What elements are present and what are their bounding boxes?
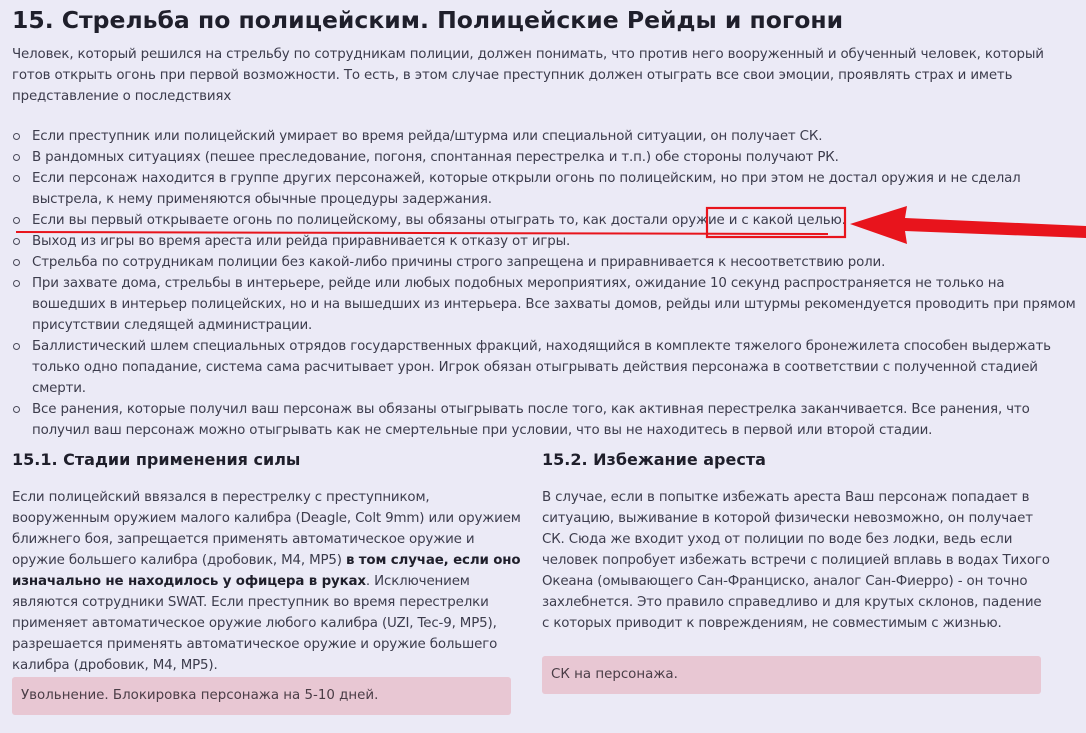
list-item: Если преступник или полицейский умирает во время рейда/штурма или специальной ситуации, он получает СК. bbox=[12, 126, 1076, 147]
section-text: В случае, если в попытке избежать ареста Ваш персонаж попадает в ситуацию, выживание в которой физически невозможно, он получает СК. Сюда же входит уход от полиции по воде без лодки, ведь если человек попробует избежать встречи с полицией вплавь в водах Тихого Океана (омывающего Сан-Франциско, аналог Сан-Фиерро) - он точно захлебнется. Это правило справедливо и для крутых склонов, падение с которых приводит к повреждениям, не совместимым с жизнью. bbox=[542, 490, 1050, 631]
section-arrest-evasion bbox=[542, 450, 1052, 634]
page-title: 15. Стрельба по полицейским. Полицейские Рейды и погони bbox=[12, 6, 844, 34]
list-item: Выход из игры во время ареста или рейда приравнивается к отказу от игры. bbox=[12, 231, 1076, 252]
section-text bbox=[12, 487, 522, 676]
rules-list bbox=[12, 126, 1076, 441]
list-item: Если вы первый открываете огонь по полицейскому, вы обязаны отыграть то, как достали оружие и с какой целью. bbox=[12, 210, 1076, 231]
section-text-bold: в том случае, если оно изначально не находилось у офицера в руках bbox=[12, 553, 521, 589]
list-item: Если персонаж находится в группе других персонажей, которые открыли огонь по полицейским, но при этом не достал оружия и не сделал выстрела, к нему применяются обычные процедуры задержания. bbox=[12, 168, 1076, 210]
list-item: Стрельба по сотрудникам полиции без какой-либо причины строго запрещена и приравнивается к несоответствию роли. bbox=[12, 252, 1076, 273]
section-text-part: . Исключением являются сотрудники SWAT. Если преступник во время перестрелки применяет автоматическое оружие любого калибра (UZI, Tec-9, MP5), разрешается применять автоматическое оружие и оружие большего калибра (дробовик, M4, MP5). bbox=[12, 574, 498, 673]
list-item: Все ранения, которые получил ваш персонаж вы обязаны отыгрывать после того, как активная перестрелка заканчивается. Все ранения, что получил ваш персонаж можно отыгрывать как не смертельные при условии, что вы не находитесь в первой или второй стадии. bbox=[12, 399, 1076, 441]
section-force-stages bbox=[12, 450, 522, 676]
penalty-box: Увольнение. Блокировка персонажа на 5-10 дней. bbox=[12, 677, 511, 715]
intro-paragraph: Человек, который решился на стрельбу по сотрудникам полиции, должен понимать, что против него вооруженный и обученный человек, который готов открыть огонь при первой возможности. То есть, в этом случае преступник должен отыграть все свои эмоции, проявлять страх и иметь представление о последствиях bbox=[12, 47, 1044, 104]
section-title: 15.2. Избежание ареста bbox=[542, 450, 766, 469]
penalty-box: СК на персонажа. bbox=[542, 656, 1041, 694]
section-title: 15.1. Стадии применения силы bbox=[12, 450, 301, 469]
section-text-part: Если полицейский ввязался в перестрелку с преступником, вооруженным оружием малого калибра (Deagle, Colt 9mm) или оружием ближнего боя, запрещается применять автоматическое оружие и оружие большего калибра (дробовик, M4, MP5) bbox=[12, 490, 521, 568]
list-item: Баллистический шлем специальных отрядов государственных фракций, находящийся в комплекте тяжелого бронежилета способен выдержать только одно попадание, система сама расчитывает урон. Игрок обязан отыгрывать действия персонажа в соответствии с полученной стадией смерти. bbox=[12, 336, 1076, 399]
list-item: В рандомных ситуациях (пешее преследование, погоня, спонтанная перестрелка и т.п.) обе стороны получают РК. bbox=[12, 147, 1076, 168]
list-item: При захвате дома, стрельбы в интерьере, рейде или любых подобных мероприятиях, ожидание 10 секунд распространяется не только на вошедших в интерьер полицейских, но и на вышедших из интерьера. Все захваты домов, рейды или штурмы рекомендуется проводить при прямом присутствии следящей администрации. bbox=[12, 273, 1076, 336]
